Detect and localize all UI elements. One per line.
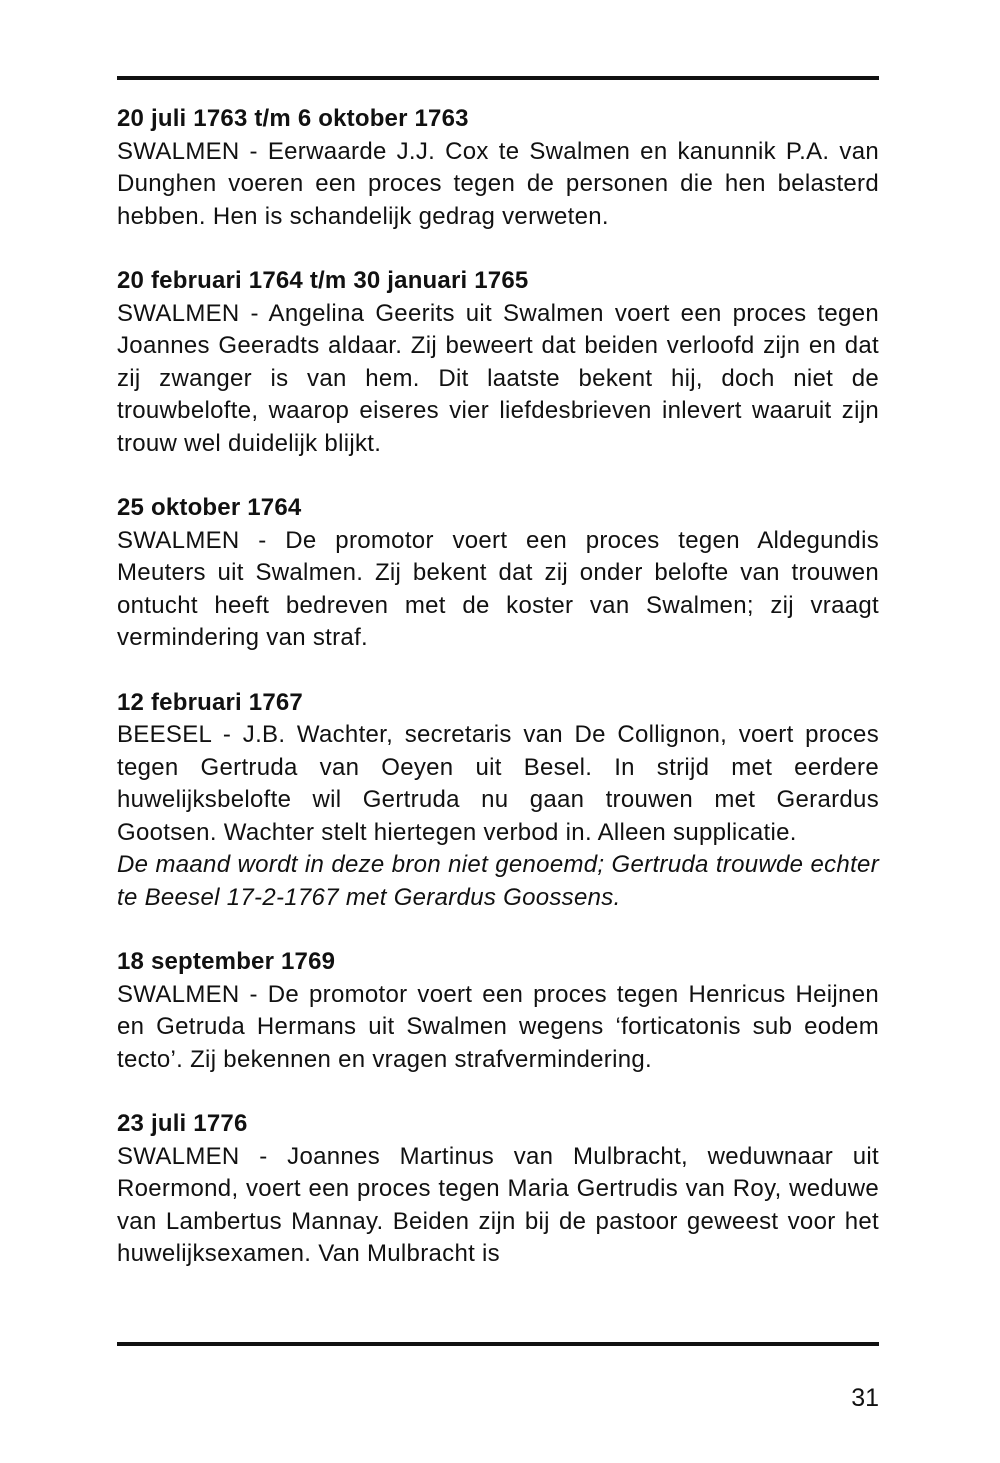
entry-date: 20 juli 1763 t/m 6 oktober 1763 xyxy=(117,105,469,132)
entry-text: SWALMEN - Eerwaarde J.J. Cox te Swalmen en kanunnik P.A. van Dunghen voeren een proces tegen de personen die hen belasterd hebben. Hen is schandelijk gedrag verweten. xyxy=(117,137,879,230)
entry-date: 20 februari 1764 t/m 30 januari 1765 xyxy=(117,267,529,294)
entry xyxy=(117,265,879,460)
entry-note: De maand wordt in deze bron niet genoemd; Gertruda trouwde echter te Beesel 17-2-1767 met Gerardus Goossens. xyxy=(117,851,879,911)
entry-text: SWALMEN - De promotor voert een proces tegen Aldegundis Meuters uit Swalmen. Zij bekent dat zij onder belofte van trouwen ontucht heeft bedreven met de koster van Swalmen; zij vraagt vermindering van straf. xyxy=(117,526,879,651)
entry-date: 23 juli 1776 xyxy=(117,1110,248,1137)
bottom-rule xyxy=(117,1342,879,1346)
entry-date: 18 september 1769 xyxy=(117,948,336,975)
page-number: 31 xyxy=(851,1384,879,1412)
entry xyxy=(117,103,879,233)
entry-text: SWALMEN - Joannes Martinus van Mulbracht, weduwnaar uit Roermond, voert een proces tegen Maria Gertrudis van Roy, weduwe van Lambertus Mannay. Beiden zijn bij de pastoor geweest voor het huwelijksexamen. Van Mulbracht is xyxy=(117,1142,879,1267)
entry-text: SWALMEN - Angelina Geerits uit Swalmen voert een proces tegen Joannes Geeradts aldaar. Zij beweert dat beiden verloofd zijn en dat zij zwanger is van hem. Dit laatste bekent hij, doch niet de trouwbelofte, waarop eiseres vier liefdesbrieven inlevert waaruit zijn trouw wel duidelijk blijkt. xyxy=(117,299,879,457)
entry xyxy=(117,687,879,915)
entry-text: SWALMEN - De promotor voert een proces tegen Henricus Heijnen en Getruda Hermans uit Swalmen wegens ‘forticatonis sub eodem tecto’. Zij bekennen en vragen strafvermindering. xyxy=(117,980,879,1073)
entry xyxy=(117,492,879,655)
entry-date: 25 oktober 1764 xyxy=(117,494,302,521)
entries-list xyxy=(117,103,879,1303)
entry xyxy=(117,946,879,1076)
top-rule xyxy=(117,76,879,80)
entry-text: BEESEL - J.B. Wachter, secretaris van De Collignon, voert proces tegen Gertruda van Oeyen uit Besel. In strijd met eerdere huwelijksbelofte wil Gertruda nu gaan trouwen met Gerardus Gootsen. Wachter stelt hiertegen verbod in. Alleen supplicatie. xyxy=(117,721,879,846)
entry-date: 12 februari 1767 xyxy=(117,688,303,716)
entry xyxy=(117,1108,879,1271)
